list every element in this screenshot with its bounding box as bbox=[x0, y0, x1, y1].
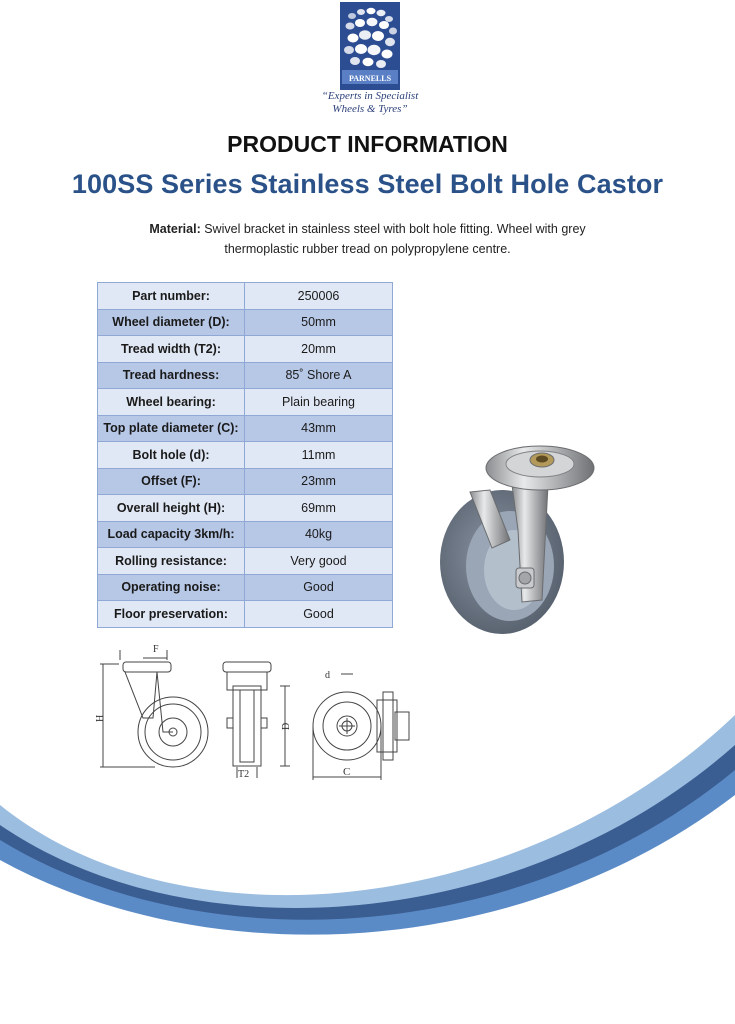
product-title: 100SS Series Stainless Steel Bolt Hole Castor bbox=[71, 169, 664, 199]
spec-value: Plain bearing bbox=[245, 389, 393, 416]
spec-row bbox=[98, 442, 393, 469]
material-text-1: Swivel bracket in stainless steel with bolt hole fitting. Wheel with grey bbox=[200, 222, 586, 236]
spec-label: Top plate diameter (C): bbox=[98, 415, 245, 442]
spec-value: 85˚ Shore A bbox=[245, 362, 393, 389]
spec-row bbox=[98, 362, 393, 389]
spec-row bbox=[98, 468, 393, 495]
spec-value: 69mm bbox=[245, 495, 393, 522]
spec-row bbox=[98, 601, 393, 628]
spec-value: Good bbox=[245, 574, 393, 601]
spec-value: 250006 bbox=[245, 283, 393, 310]
parnells-logo bbox=[340, 2, 400, 90]
spec-table bbox=[97, 282, 393, 628]
tagline-line-1: “Experts in Specialist bbox=[321, 90, 419, 102]
spec-value: 50mm bbox=[245, 309, 393, 336]
spec-label: Tread hardness: bbox=[98, 362, 245, 389]
spec-row bbox=[98, 521, 393, 548]
spec-value: 11mm bbox=[245, 442, 393, 469]
castor-photo bbox=[430, 430, 620, 640]
spec-value: 43mm bbox=[245, 415, 393, 442]
brand-name: PARNELLS bbox=[348, 74, 392, 83]
brand-tagline bbox=[300, 90, 440, 116]
label-diameter: D bbox=[281, 722, 292, 730]
spec-value: 20mm bbox=[245, 336, 393, 363]
page-heading: PRODUCT INFORMATION bbox=[227, 131, 508, 157]
spec-label: Bolt hole (d): bbox=[98, 442, 245, 469]
spec-label: Offset (F): bbox=[98, 468, 245, 495]
spec-row bbox=[98, 309, 393, 336]
spec-value: 40kg bbox=[245, 521, 393, 548]
tagline-line-2: Wheels & Tyres” bbox=[332, 103, 408, 115]
spec-value: Very good bbox=[245, 548, 393, 575]
spec-label: Part number: bbox=[98, 283, 245, 310]
spec-value: 23mm bbox=[245, 468, 393, 495]
spec-row bbox=[98, 283, 393, 310]
spec-label: Overall height (H): bbox=[98, 495, 245, 522]
spec-row bbox=[98, 415, 393, 442]
spec-label: Rolling resistance: bbox=[98, 548, 245, 575]
label-tread: T2 bbox=[238, 769, 250, 780]
spec-row bbox=[98, 548, 393, 575]
spec-label: Wheel bearing: bbox=[98, 389, 245, 416]
spec-row bbox=[98, 574, 393, 601]
spec-row bbox=[98, 336, 393, 363]
material-description bbox=[120, 219, 615, 259]
spec-label: Operating noise: bbox=[98, 574, 245, 601]
spec-label: Floor preservation: bbox=[98, 601, 245, 628]
material-text-2: thermoplastic rubber tread on polypropylene centre. bbox=[224, 242, 511, 256]
decorative-swoosh bbox=[0, 700, 735, 1024]
spec-label: Tread width (T2): bbox=[98, 336, 245, 363]
material-label: Material: bbox=[149, 222, 201, 236]
label-height: H bbox=[95, 714, 106, 722]
label-bolt-hole: d bbox=[325, 670, 330, 681]
spec-row bbox=[98, 495, 393, 522]
spec-value: Good bbox=[245, 601, 393, 628]
spec-label: Wheel diameter (D): bbox=[98, 309, 245, 336]
spec-label: Load capacity 3km/h: bbox=[98, 521, 245, 548]
label-offset: F bbox=[153, 644, 159, 655]
spec-row bbox=[98, 389, 393, 416]
label-top-plate: C bbox=[343, 766, 351, 778]
